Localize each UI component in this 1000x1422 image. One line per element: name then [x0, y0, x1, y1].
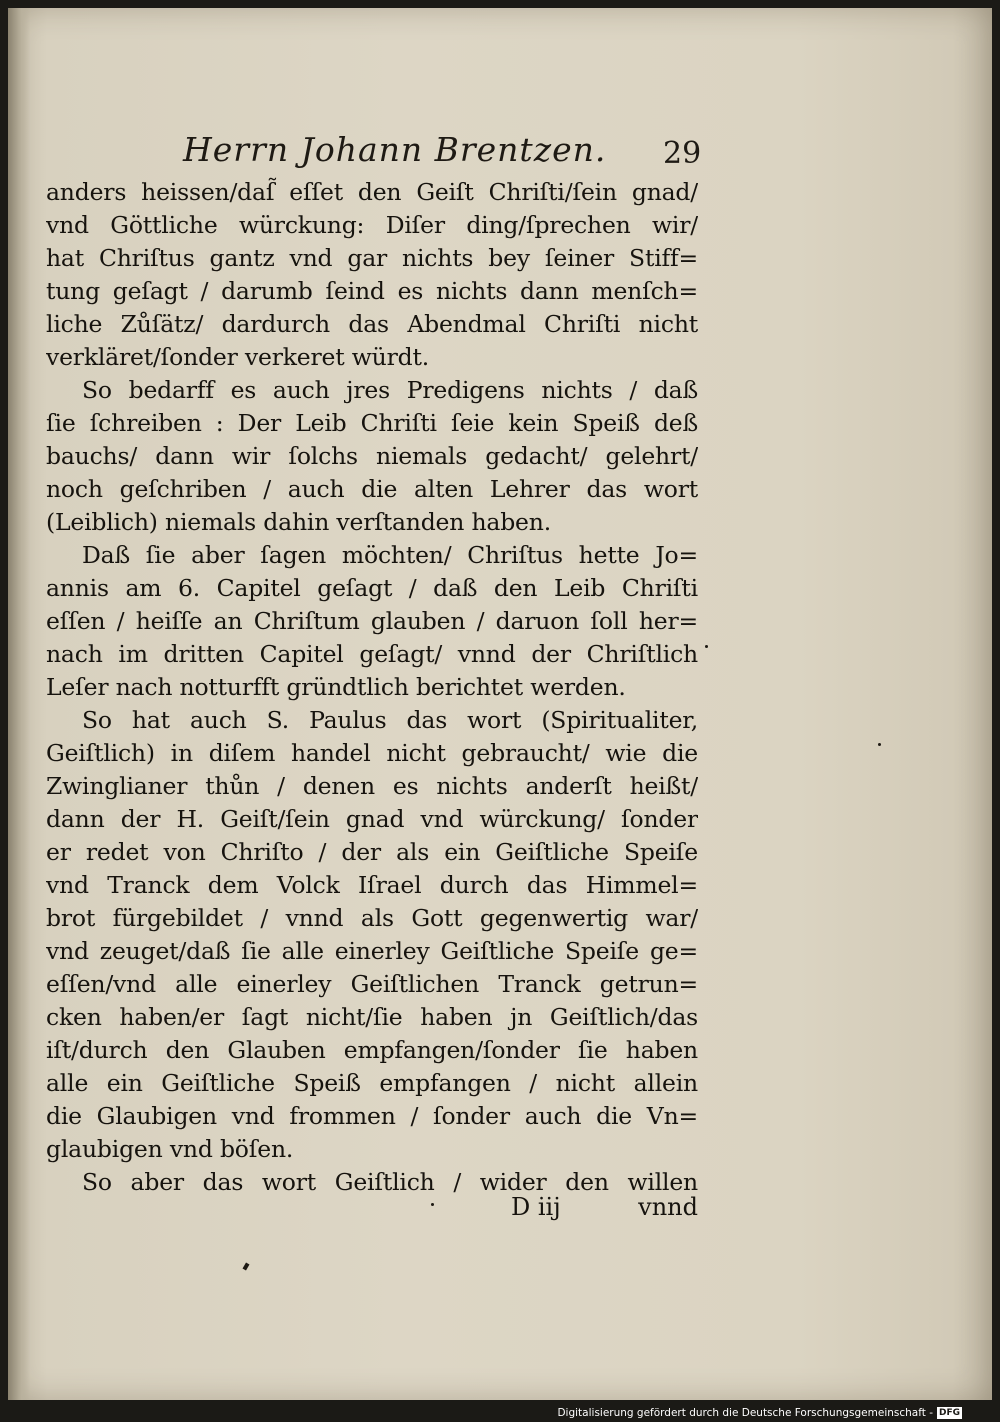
text-line: (Leiblich) niemals dahin verſtanden haben. [46, 508, 551, 536]
text-line: er redet von Chriſto / der als ein Geiſtliche Speiſe [46, 838, 698, 866]
text-line: brot fürgebildet / vnnd als Gott gegenwertig war/ [46, 904, 698, 932]
book-page [8, 8, 992, 1400]
dfg-logo: DFG [938, 1408, 960, 1418]
text-line: tung geſagt / darumb ſeind es nichts dann menſch= [46, 277, 698, 305]
text-line: hat Chriſtus gantz vnd gar nichts bey ſeiner Stiff= [46, 244, 698, 272]
page-footer [46, 1193, 698, 1226]
page-number: 29 [663, 136, 702, 171]
ink-speck [243, 1262, 250, 1270]
running-head: Herrn Johann Brentzen. [183, 130, 607, 169]
text-line: So aber das wort Geiſtlich / wider den willen [82, 1168, 698, 1196]
digitization-attribution [557, 1407, 962, 1419]
text-line: ſie ſchreiben : Der Leib Chriſti ſeie kein Speiß deß [46, 409, 698, 437]
text-line: nach im dritten Capitel geſagt/ vnnd der Chriſtlich [46, 640, 698, 668]
text-line: alle ein Geiſtliche Speiß empfangen / nicht allein [46, 1069, 698, 1097]
text-line: eſſen / heiſſe an Chriſtum glauben / daruon ſoll her= [46, 607, 698, 635]
text-line: noch geſchriben / auch die alten Lehrer das wort [46, 475, 698, 503]
text-line: Leſer nach notturfft gründtlich berichtet werden. [46, 673, 626, 701]
text-line: verkläret/ſonder verkeret würdt. [46, 343, 429, 371]
text-line: Zwinglianer thůn / denen es nichts anderſt heißt/ [46, 772, 698, 800]
text-line: annis am 6. Capitel geſagt / daß den Leib Chriſti [46, 574, 698, 602]
text-line: liche Zůſätz/ dardurch das Abendmal Chriſti nicht [46, 310, 698, 338]
text-line: iſt/durch den Glauben empfangen/ſonder ſie haben [46, 1036, 698, 1064]
catchword: vnnd [638, 1193, 698, 1221]
ink-speck [705, 645, 708, 648]
text-line: vnd Göttliche würckung: Diſer ding/ſprechen wir/ [46, 211, 698, 239]
text-line: die Glaubigen vnd frommen / ſonder auch die Vn= [46, 1102, 698, 1130]
text-line: anders heissen/daſ̃ eſſet den Geiſt Chriſti/ſein gnad/ [46, 178, 698, 206]
text-line: cken haben/er ſagt nicht/ſie haben jn Geiſtlich/das [46, 1003, 698, 1031]
text-line: So hat auch S. Paulus das wort (Spiritualiter, [82, 706, 698, 734]
ink-speck [878, 743, 881, 746]
page-gutter-shadow [8, 8, 30, 1400]
text-line: bauchs/ dann wir ſolchs niemals gedacht/ gelehrt/ [46, 442, 698, 470]
text-line: Daß ſie aber ſagen möchten/ Chriſtus hette Jo= [82, 541, 698, 569]
ink-speck [431, 1203, 434, 1206]
body-text [46, 176, 698, 1199]
attribution-text: Digitalisierung gefördert durch die Deutsche Forschungsgemeinschaft - [557, 1407, 933, 1419]
text-line: dann der H. Geiſt/ſein gnad vnd würckung/ ſonder [46, 805, 698, 833]
text-line: So bedarff es auch jres Predigens nichts / daß [82, 376, 698, 404]
signature-mark: D iij [511, 1193, 561, 1221]
text-line: vnd Tranck dem Volck Iſrael durch das Himmel= [46, 871, 698, 899]
text-line: glaubigen vnd böſen. [46, 1135, 294, 1163]
text-line: Geiſtlich) in diſem handel nicht gebraucht/ wie die [46, 739, 698, 767]
text-line: vnd zeuget/daß ſie alle einerley Geiſtliche Speiſe ge= [46, 937, 698, 965]
text-line: eſſen/vnd alle einerley Geiſtlichen Tranck getrun= [46, 970, 698, 998]
